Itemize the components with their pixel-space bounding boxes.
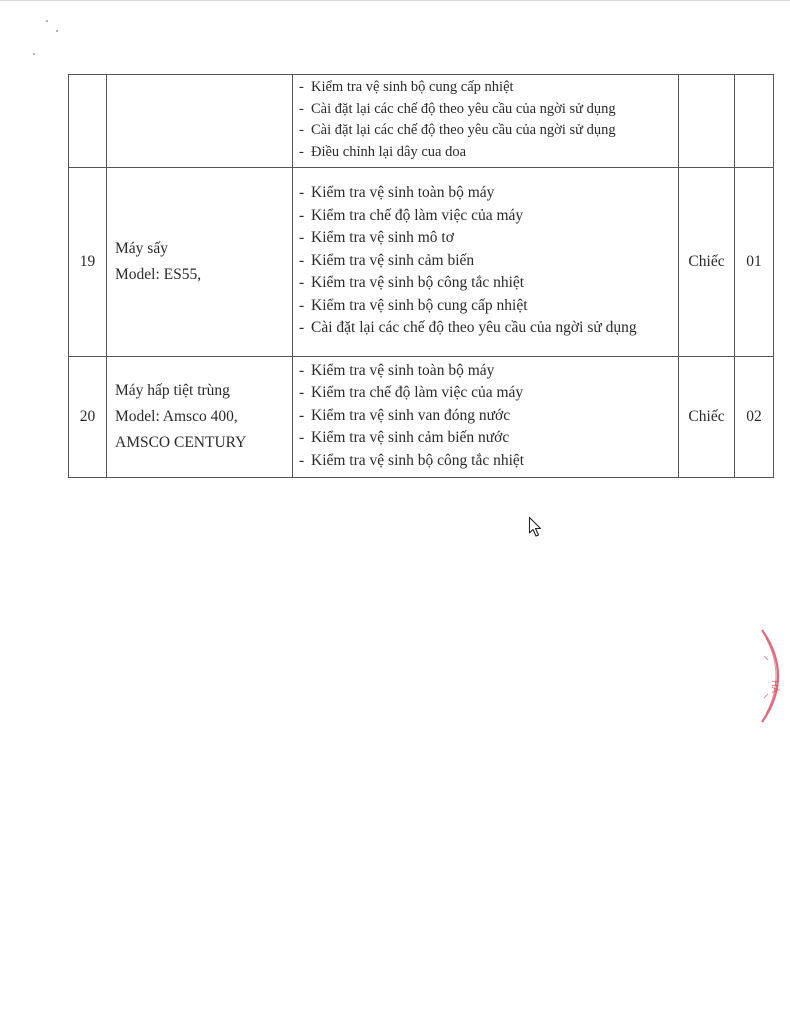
table-row-20 bbox=[69, 357, 774, 478]
cell-device-name bbox=[107, 75, 293, 168]
cell-qty: 02 bbox=[735, 357, 774, 478]
device-model-line: Model: Amsco 400, bbox=[115, 408, 238, 425]
task-item: - Kiểm tra vệ sinh bộ công tắc nhiệt bbox=[299, 450, 674, 473]
table-row-19 bbox=[69, 168, 774, 357]
window-top-border bbox=[0, 0, 790, 1]
task-item: - Kiểm tra vệ sinh van đóng nước bbox=[299, 405, 674, 428]
task-item: - Kiểm tra vệ sinh bộ công tắc nhiệt bbox=[299, 272, 674, 295]
device-name-line: Máy hấp tiệt trùng bbox=[115, 382, 230, 399]
table-row-continued bbox=[69, 75, 774, 168]
cell-no: 19 bbox=[69, 168, 107, 357]
scan-speck bbox=[33, 53, 35, 55]
cell-unit: Chiếc bbox=[679, 357, 735, 478]
cell-qty bbox=[735, 75, 774, 168]
task-item: - Kiểm tra chế độ làm việc của máy bbox=[299, 382, 674, 405]
task-item: - Cài đặt lại các chế độ theo yêu cầu của ngời sử dụng bbox=[299, 317, 674, 340]
task-item: - Kiểm tra vệ sinh bộ cung cấp nhiệt bbox=[299, 77, 674, 99]
seal-text: HÀ bbox=[769, 680, 779, 693]
cell-unit bbox=[679, 75, 735, 168]
cell-no: 20 bbox=[69, 357, 107, 478]
task-item: - Kiểm tra vệ sinh mô tơ bbox=[299, 227, 674, 250]
mouse-pointer-icon bbox=[528, 516, 544, 538]
task-item: - Cài đặt lại các chế độ theo yêu cầu của ngời sử dụng bbox=[299, 99, 674, 121]
red-seal-stamp-icon bbox=[752, 626, 790, 726]
task-item: - Kiểm tra chế độ làm việc của máy bbox=[299, 205, 674, 228]
cell-no bbox=[69, 75, 107, 168]
cell-qty: 01 bbox=[735, 168, 774, 357]
cell-unit: Chiếc bbox=[679, 168, 735, 357]
cell-device-name bbox=[107, 357, 293, 478]
device-model-line: Model: ES55, bbox=[115, 266, 202, 283]
cell-tasks bbox=[293, 357, 679, 478]
task-item: - Cài đặt lại các chế độ theo yêu cầu của ngời sử dụng bbox=[299, 120, 674, 142]
maintenance-table bbox=[68, 74, 774, 478]
scan-speck bbox=[46, 20, 48, 22]
device-model-line: AMSCO CENTURY bbox=[115, 434, 247, 451]
cell-tasks bbox=[293, 75, 679, 168]
task-item: - Kiểm tra vệ sinh bộ cung cấp nhiệt bbox=[299, 295, 674, 318]
task-item: - Kiểm tra vệ sinh toàn bộ máy bbox=[299, 360, 674, 383]
task-item: - Kiểm tra vệ sinh cảm biến nước bbox=[299, 427, 674, 450]
scan-speck bbox=[56, 30, 58, 32]
task-item: - Điều chỉnh lại dây cua doa bbox=[299, 142, 674, 164]
task-item: - Kiểm tra vệ sinh cảm biến bbox=[299, 250, 674, 273]
device-name-line: Máy sấy bbox=[115, 240, 168, 257]
cell-device-name bbox=[107, 168, 293, 357]
task-item: - Kiểm tra vệ sinh toàn bộ máy bbox=[299, 182, 674, 205]
cell-tasks bbox=[293, 168, 679, 357]
